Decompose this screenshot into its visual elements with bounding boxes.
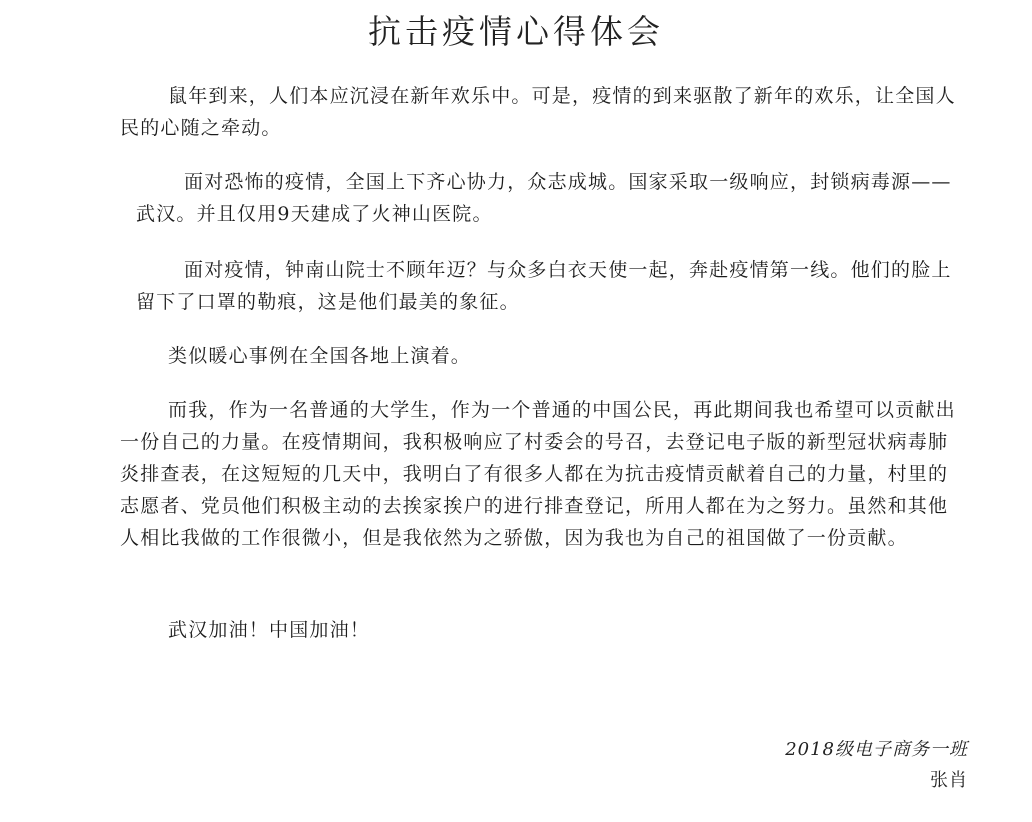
paragraph-slogan: 武汉加油！中国加油！ bbox=[168, 619, 371, 641]
document-title: 抗击疫情心得体会 bbox=[368, 12, 664, 51]
paragraph-national-response: 面对恐怖的疫情，全国上下齐心协力，众志成城。国家采取一级响应，封锁病毒源——武汉。并且仅用9天建成了火神山医院。 bbox=[136, 171, 952, 225]
signature-class: 2018级电子商务一班 bbox=[785, 739, 968, 760]
paragraph-new-year: 鼠年到来，人们本应沉浸在新年欢乐中。可是，疫情的到来驱散了新年的欢乐，让全国人民的心随之牵动。 bbox=[120, 85, 956, 139]
paragraph-warm-stories: 类似暖心事例在全国各地上演着。 bbox=[168, 345, 472, 367]
paragraph-zhong-nanshan: 面对疫情，钟南山院士不顾年迈？与众多白衣天使一起，奔赴疫情第一线。他们的脸上留下了口罩的勒痕，这是他们最美的象征。 bbox=[136, 259, 952, 313]
paragraph-personal-contribution: 而我，作为一名普通的大学生，作为一个普通的中国公民，再此期间我也希望可以贡献出一份自己的力量。在疫情期间，我积极响应了村委会的号召，去登记电子版的新型冠状病毒肺炎排查表，在这短短的几天中，我明白了有很多人都在为抗击疫情贡献着自己的力量，村里的志愿者、党员他们积极主动的去挨家挨户的进行排查登记，所用人都在为之努力。虽然和其他人相比我做的工作很微小，但是我依然为之骄傲，因为我也为自己的祖国做了一份贡献。 bbox=[120, 399, 956, 549]
signature-name: 张肖 bbox=[930, 770, 968, 791]
